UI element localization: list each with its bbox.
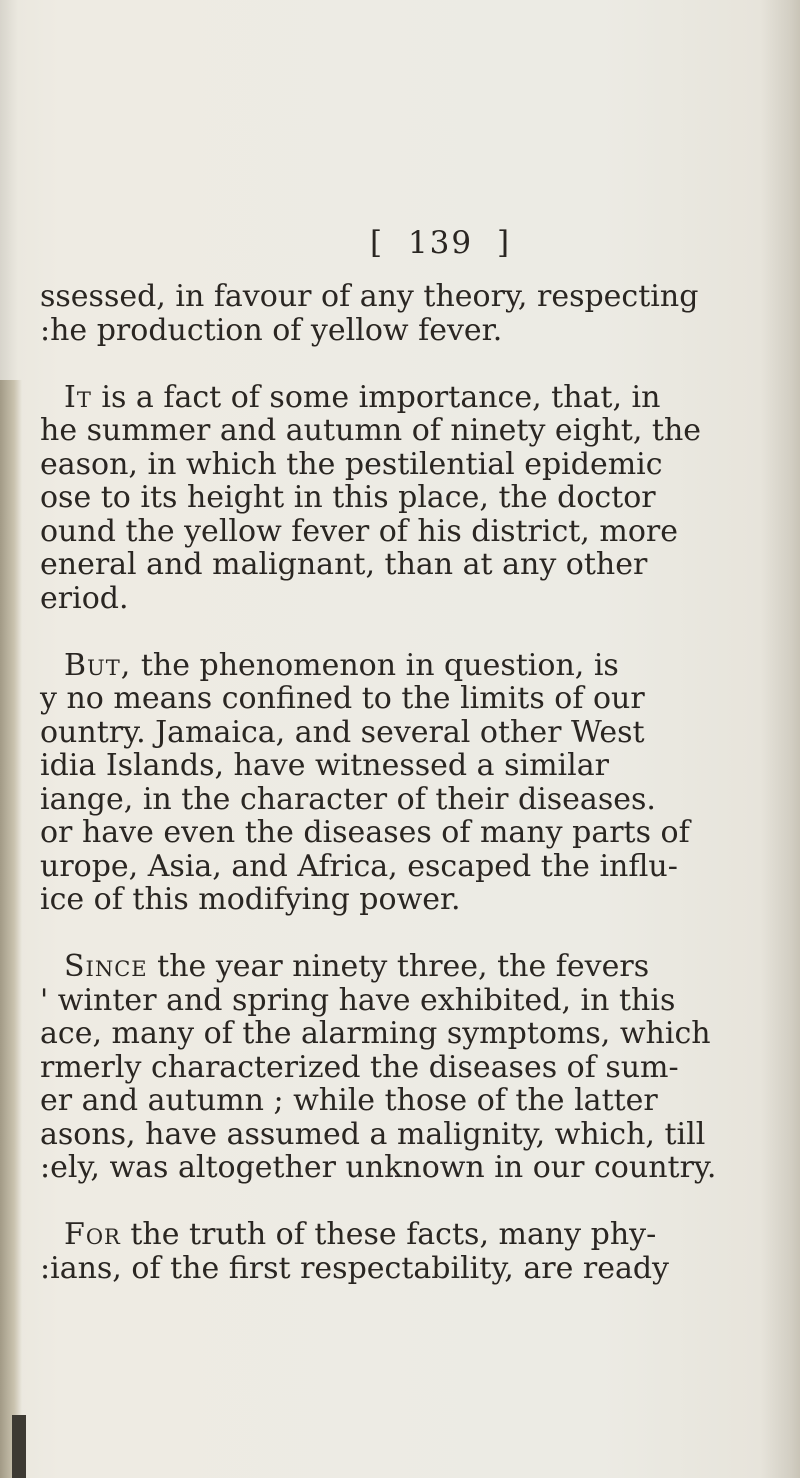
text-line: eriod. bbox=[40, 580, 129, 616]
text-line: he summer and autumn of ninety eight, the bbox=[40, 413, 702, 448]
text-line: or have even the diseases of many parts of bbox=[40, 815, 690, 850]
text-line: :he production of yellow fever. bbox=[40, 312, 503, 348]
text-line: ound the yellow fever of his district, more bbox=[40, 513, 678, 549]
text-line: asons, have assumed a malignity, which, till bbox=[40, 1116, 706, 1152]
text-line: ' winter and spring have exhibited, in this bbox=[40, 982, 676, 1018]
text-line: y no means confined to the limits of our bbox=[40, 681, 645, 716]
text-line: the phenomenon in question, is bbox=[131, 647, 619, 683]
text-line: :ely, was altogether unknown in our country. bbox=[40, 1150, 717, 1185]
paragraph-first-line bbox=[40, 381, 760, 415]
text-line: :ians, of the first respectability, are ready bbox=[40, 1250, 670, 1286]
text-line: eason, in which the pestilential epidemic bbox=[40, 446, 663, 482]
text-line: is a fact of some importance, that, in bbox=[91, 379, 661, 415]
text-line: urope, Asia, and Africa, escaped the influ- bbox=[40, 848, 678, 884]
paragraph-lead: Since bbox=[64, 949, 148, 984]
binding-shadow bbox=[12, 1415, 26, 1478]
text-line: ssessed, in favour of any theory, respecting bbox=[40, 279, 699, 314]
text-line: ountry. Jamaica, and several other West bbox=[40, 714, 645, 750]
text-line: ice of this modifying power. bbox=[40, 882, 461, 917]
text-line: rmerly characterized the diseases of sum- bbox=[40, 1049, 679, 1085]
text-line: idia Islands, have witnessed a similar bbox=[40, 748, 609, 783]
text-line: er and autumn ; while those of the latter bbox=[40, 1083, 658, 1118]
text-line: ose to its height in this place, the doctor bbox=[40, 480, 656, 515]
text-line: the year ninety three, the fevers bbox=[147, 949, 650, 984]
text-line: iange, in the character of their diseases. bbox=[40, 781, 656, 817]
body-text bbox=[40, 280, 760, 1285]
paragraph-first-line bbox=[40, 1218, 760, 1252]
paragraph-first-line bbox=[40, 649, 760, 683]
text-line: eneral and malignant, than at any other bbox=[40, 547, 648, 582]
page-number: [ 139 ] bbox=[370, 225, 512, 261]
paragraph-first-line bbox=[40, 950, 760, 984]
text-line: ace, many of the alarming symptoms, which bbox=[40, 1016, 711, 1051]
text-line: the truth of these facts, many phy- bbox=[120, 1217, 657, 1252]
paragraph-lead: But, bbox=[64, 647, 132, 683]
paragraph-lead: For bbox=[64, 1217, 121, 1252]
binding-gutter bbox=[0, 380, 22, 1478]
paragraph-lead: It bbox=[64, 379, 92, 415]
